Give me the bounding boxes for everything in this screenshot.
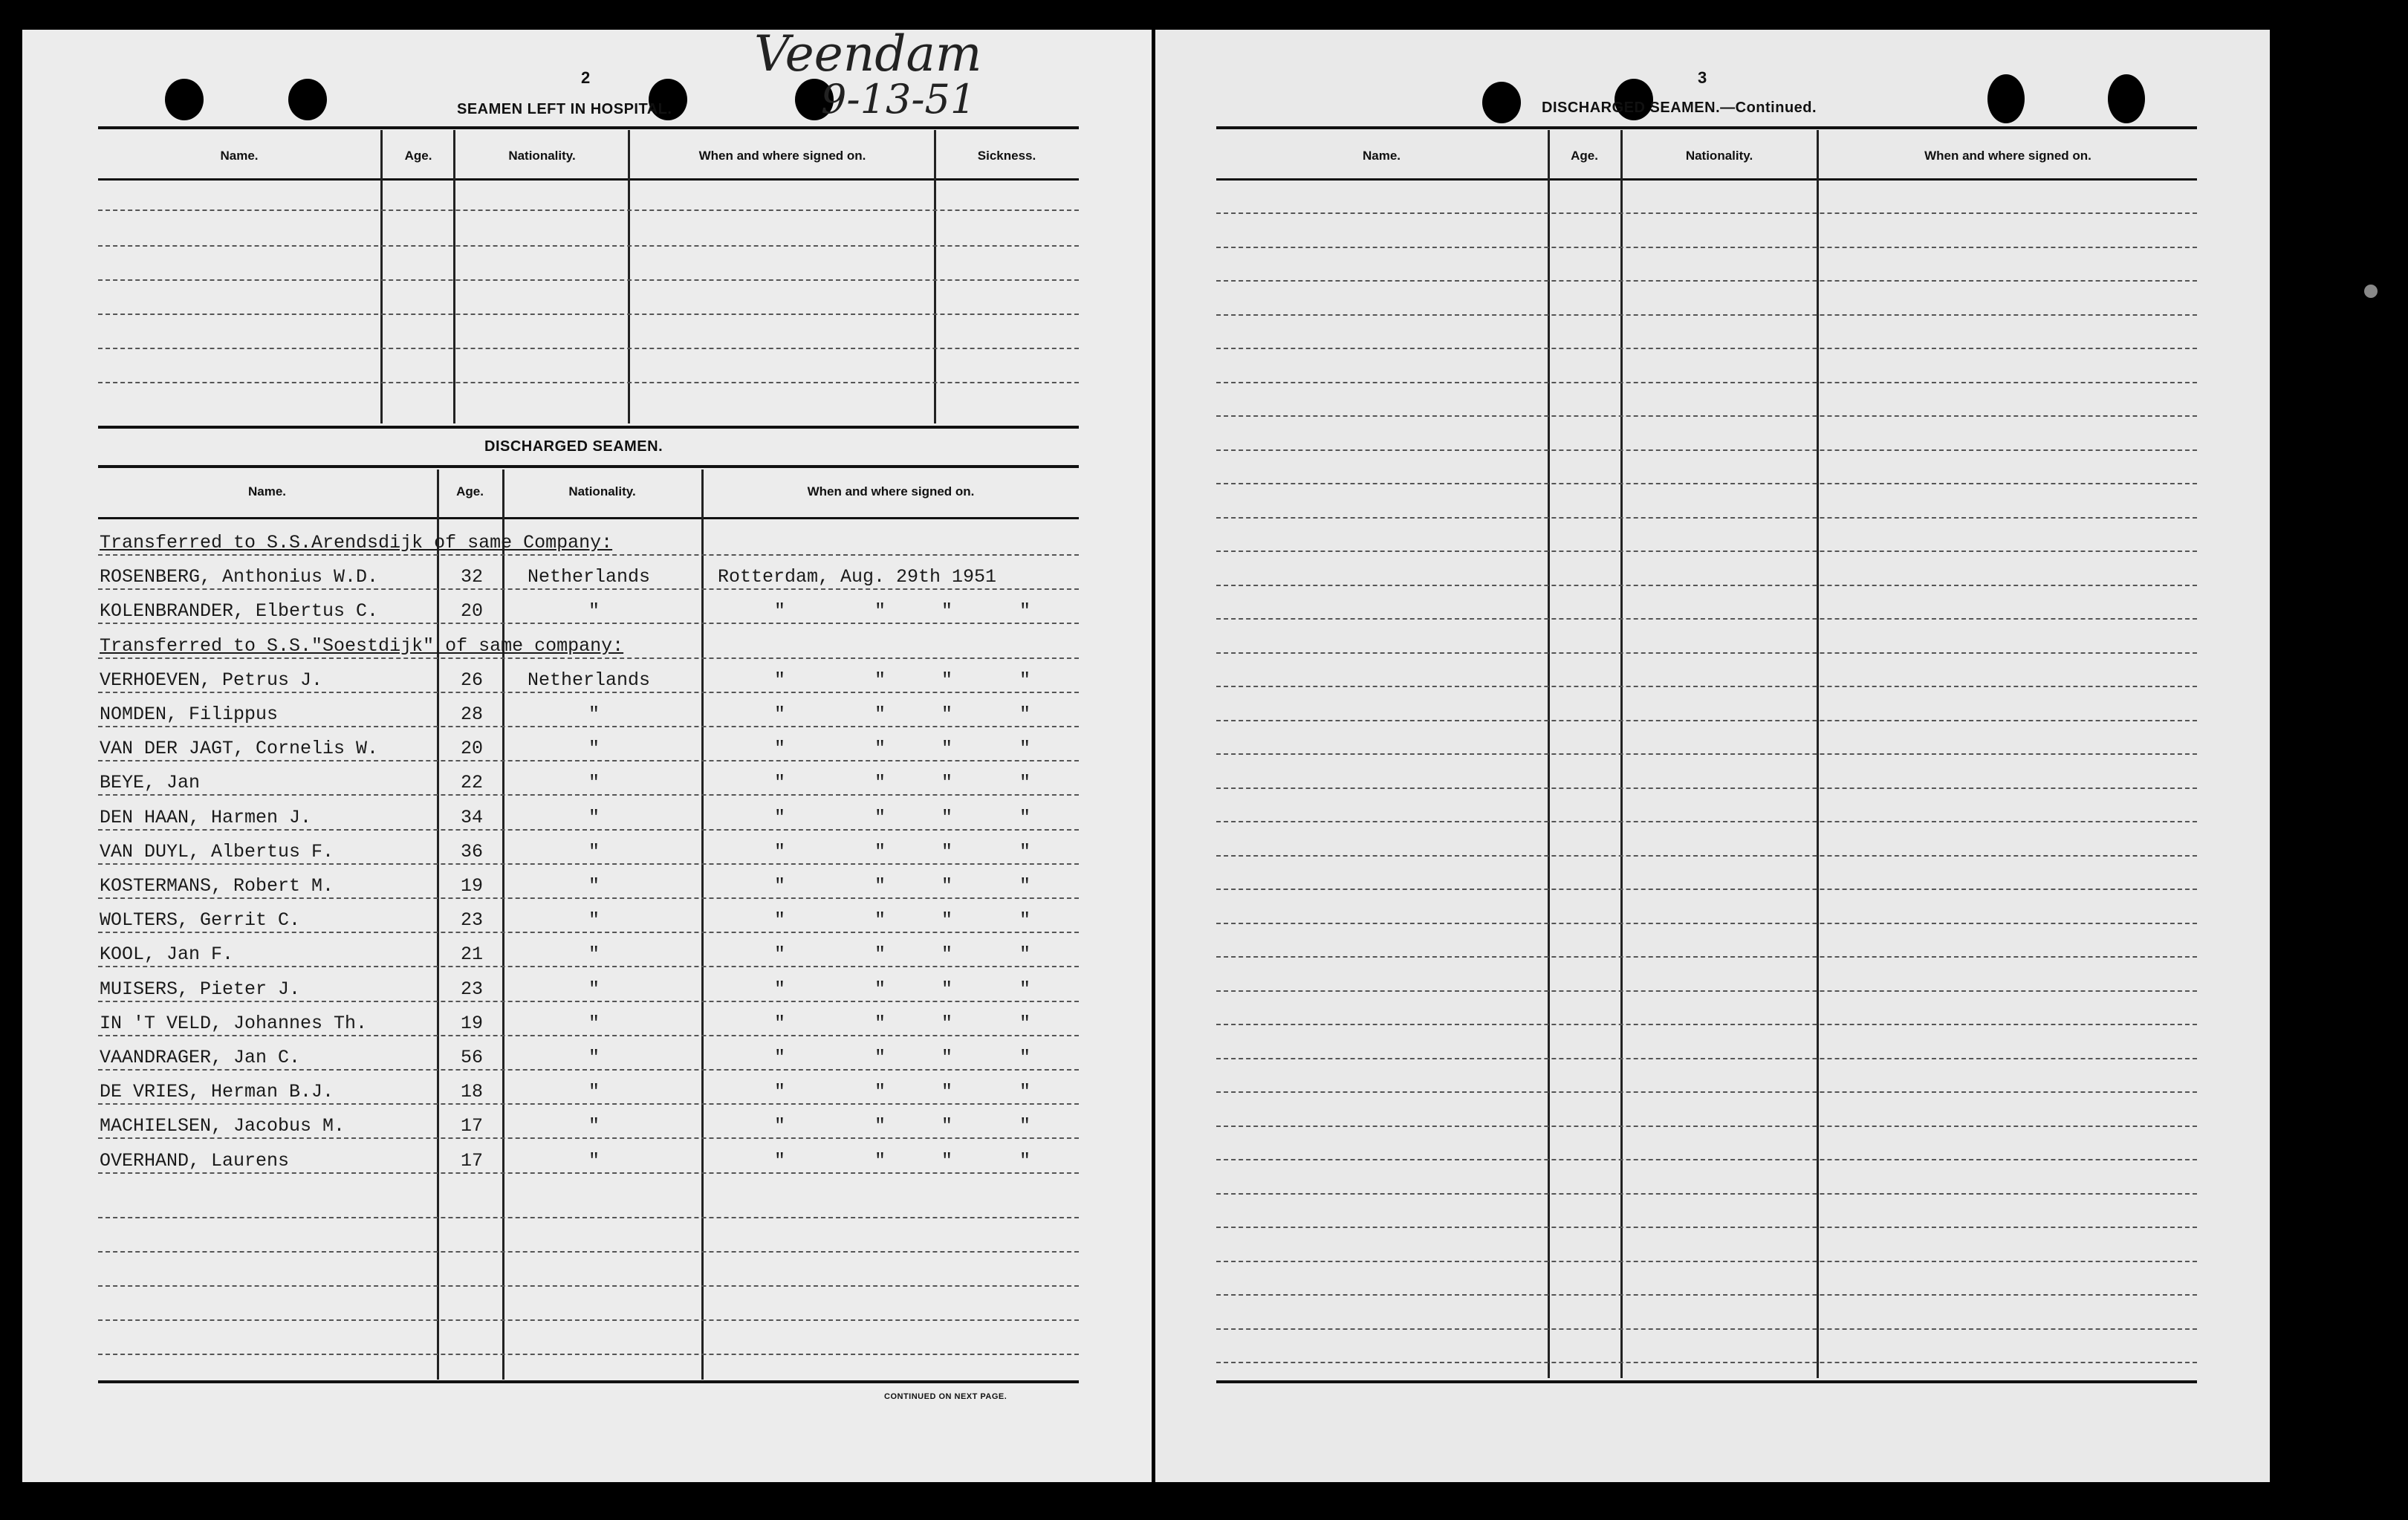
seaman-name: NOMDEN, Filippus: [100, 704, 279, 725]
seaman-nationality: ": [588, 943, 600, 965]
seaman-name: KOSTERMANS, Robert M.: [100, 875, 334, 897]
dotted-row-line: [1216, 923, 2197, 924]
seaman-signed-on: " " " ": [774, 772, 1031, 793]
column-divider: [934, 130, 936, 423]
seaman-nationality: ": [588, 1150, 600, 1172]
seaman-nationality: ": [588, 909, 600, 931]
dotted-row-line: [1216, 787, 2197, 789]
dotted-row-line: [98, 1319, 1079, 1321]
dotted-row-line: [98, 1251, 1079, 1253]
col-header-signed-on: When and where signed on.: [1924, 149, 2091, 163]
dotted-row-line: [1216, 1294, 2197, 1296]
seaman-signed-on: " " " ": [774, 669, 1031, 691]
dotted-row-line: [1216, 280, 2197, 282]
dotted-row-line: [1216, 1193, 2197, 1195]
dotted-row-line: [1216, 415, 2197, 417]
dotted-row-line: [1216, 212, 2197, 214]
col-header-name: Name.: [247, 484, 287, 498]
seaman-age: 18: [461, 1081, 484, 1102]
dotted-row-line: [98, 623, 1079, 624]
seaman-nationality: ": [588, 1047, 600, 1068]
header-rule: [98, 517, 1079, 519]
column-divider: [701, 470, 704, 1380]
column-divider: [502, 470, 504, 1380]
col-header-name: Name.: [220, 149, 259, 163]
col-header-signed-on: When and where signed on.: [807, 484, 975, 498]
section-rule: [98, 426, 1079, 429]
discharged-title: DISCHARGED SEAMEN.: [484, 438, 663, 455]
seaman-signed-on: " " " ": [774, 943, 1031, 965]
dotted-row-line: [98, 1172, 1079, 1174]
seaman-age: 17: [461, 1150, 484, 1172]
seaman-signed-on: " " " ": [774, 841, 1031, 863]
hospital-title: SEAMEN LEFT IN HOSPITAL.: [457, 101, 672, 117]
seaman-nationality: ": [588, 772, 600, 793]
seaman-signed-on: " " " ": [774, 704, 1031, 725]
dotted-row-line: [98, 1103, 1079, 1105]
dotted-row-line: [98, 897, 1079, 899]
col-header-age: Age.: [1571, 149, 1598, 163]
dotted-row-line: [1216, 449, 2197, 451]
column-divider: [380, 130, 383, 423]
handwritten-date: 9-13-51: [821, 76, 976, 123]
dotted-row-line: [98, 1137, 1079, 1139]
dotted-row-line: [1216, 1261, 2197, 1262]
seaman-nationality: ": [588, 1013, 600, 1034]
punch-hole: [2108, 74, 2145, 123]
dotted-row-line: [1216, 1126, 2197, 1127]
seaman-name: VERHOEVEN, Petrus J.: [100, 669, 323, 691]
seaman-name: MACHIELSEN, Jacobus M.: [100, 1115, 345, 1137]
dotted-row-line: [98, 863, 1079, 865]
seaman-age: 28: [461, 704, 484, 725]
col-header-age: Age.: [456, 484, 484, 498]
seaman-name: IN 'T VELD, Johannes Th.: [100, 1013, 368, 1034]
dotted-row-line: [1216, 652, 2197, 654]
col-header-name: Name.: [1362, 149, 1401, 163]
seaman-signed-on: " " " ": [774, 1150, 1031, 1172]
dotted-row-line: [1216, 1091, 2197, 1093]
seaman-age: 17: [461, 1115, 484, 1137]
dotted-row-line: [98, 726, 1079, 727]
col-header-sickness: Sickness.: [977, 149, 1036, 163]
column-divider: [437, 470, 439, 1380]
seaman-nationality: ": [588, 807, 600, 828]
seaman-age: 19: [461, 875, 484, 897]
dotted-row-line: [98, 210, 1079, 211]
col-header-nationality: Nationality.: [508, 149, 576, 163]
dotted-row-line: [1216, 1024, 2197, 1025]
dotted-row-line: [1216, 821, 2197, 822]
seaman-signed-on: " " " ": [774, 978, 1031, 1000]
dotted-row-line: [1216, 855, 2197, 857]
seaman-name: ROSENBERG, Anthonius W.D.: [100, 566, 379, 588]
seaman-age: 56: [461, 1047, 484, 1068]
dotted-row-line: [98, 692, 1079, 693]
seaman-age: 34: [461, 807, 484, 828]
seaman-name: WOLTERS, Gerrit C.: [100, 909, 301, 931]
col-header-signed-on: When and where signed on.: [698, 149, 866, 163]
dotted-row-line: [98, 1285, 1079, 1287]
dotted-row-line: [98, 1001, 1079, 1002]
seaman-age: 23: [461, 909, 484, 931]
dotted-row-line: [1216, 956, 2197, 958]
dotted-row-line: [98, 829, 1079, 831]
seaman-age: 32: [461, 566, 484, 588]
seaman-signed-on: " " " ": [774, 738, 1031, 759]
seaman-signed-on: " " " ": [774, 600, 1031, 622]
dotted-row-line: [1216, 550, 2197, 552]
dotted-row-line: [1216, 1328, 2197, 1330]
page-number: 2: [581, 68, 591, 87]
dotted-row-line: [1216, 720, 2197, 721]
dotted-row-line: [98, 588, 1079, 590]
dotted-row-line: [1216, 1362, 2197, 1363]
seaman-signed-on: " " " ": [774, 1081, 1031, 1102]
table-top-rule: [1216, 126, 2197, 129]
dotted-row-line: [1216, 585, 2197, 586]
transfer-note: Transferred to S.S.Arendsdijk of same Company:: [100, 532, 613, 553]
seaman-age: 19: [461, 1013, 484, 1034]
seaman-signed-on: Rotterdam, Aug. 29th 1951: [718, 566, 997, 588]
dotted-row-line: [98, 382, 1079, 383]
punch-hole: [1482, 82, 1521, 123]
seaman-age: 36: [461, 841, 484, 863]
dotted-row-line: [98, 348, 1079, 349]
continued-title: DISCHARGED SEAMEN.—Continued.: [1542, 100, 1817, 116]
seaman-nationality: ": [588, 1115, 600, 1137]
seaman-nationality: Netherlands: [528, 669, 651, 691]
transfer-note: Transferred to S.S."Soestdijk" of same company:: [100, 635, 624, 657]
seaman-name: DE VRIES, Herman B.J.: [100, 1081, 334, 1102]
seaman-age: 26: [461, 669, 484, 691]
seaman-age: 21: [461, 943, 484, 965]
dotted-row-line: [98, 657, 1079, 659]
dotted-row-line: [98, 1217, 1079, 1218]
seaman-signed-on: " " " ": [774, 1013, 1031, 1034]
dotted-row-line: [1216, 1058, 2197, 1059]
seaman-age: 22: [461, 772, 484, 793]
continued-note: CONTINUED ON NEXT PAGE.: [884, 1392, 1007, 1401]
seaman-nationality: ": [588, 738, 600, 759]
dotted-row-line: [1216, 1227, 2197, 1228]
seaman-signed-on: " " " ": [774, 875, 1031, 897]
seaman-name: VAN DUYL, Albertus F.: [100, 841, 334, 863]
seaman-signed-on: " " " ": [774, 1047, 1031, 1068]
dotted-row-line: [1216, 348, 2197, 349]
punch-hole: [288, 79, 327, 120]
dotted-row-line: [98, 554, 1079, 556]
seaman-signed-on: " " " ": [774, 1115, 1031, 1137]
dotted-row-line: [98, 1069, 1079, 1071]
seaman-name: VAANDRAGER, Jan C.: [100, 1047, 301, 1068]
table-bottom-rule: [1216, 1380, 2197, 1383]
column-divider: [628, 130, 630, 423]
seaman-name: OVERHAND, Laurens: [100, 1150, 290, 1172]
seaman-nationality: ": [588, 1081, 600, 1102]
dotted-row-line: [98, 1035, 1079, 1036]
dotted-row-line: [98, 794, 1079, 796]
dotted-row-line: [1216, 686, 2197, 687]
seaman-age: 20: [461, 738, 484, 759]
seaman-name: BEYE, Jan: [100, 772, 201, 793]
col-header-age: Age.: [404, 149, 432, 163]
dotted-row-line: [98, 1354, 1079, 1355]
dotted-row-line: [1216, 753, 2197, 755]
table-bottom-rule: [98, 1380, 1079, 1383]
seaman-nationality: ": [588, 704, 600, 725]
seaman-name: KOOL, Jan F.: [100, 943, 234, 965]
seaman-age: 23: [461, 978, 484, 1000]
dotted-row-line: [98, 966, 1079, 967]
header-rule: [98, 178, 1079, 181]
scan-speck: [2364, 285, 2378, 298]
dotted-row-line: [1216, 618, 2197, 620]
table-top-rule: [98, 465, 1079, 468]
dotted-row-line: [1216, 990, 2197, 992]
dotted-row-line: [98, 279, 1079, 281]
dotted-row-line: [1216, 889, 2197, 890]
seaman-name: KOLENBRANDER, Elbertus C.: [100, 600, 379, 622]
seaman-signed-on: " " " ": [774, 807, 1031, 828]
seaman-nationality: Netherlands: [528, 566, 651, 588]
seaman-nationality: ": [588, 978, 600, 1000]
dotted-row-line: [98, 314, 1079, 315]
dotted-row-line: [98, 760, 1079, 761]
dotted-row-line: [98, 245, 1079, 247]
header-rule: [1216, 178, 2197, 181]
seaman-name: MUISERS, Pieter J.: [100, 978, 301, 1000]
punch-hole: [165, 79, 204, 120]
punch-hole: [1987, 74, 2025, 123]
column-divider: [453, 130, 455, 423]
dotted-row-line: [1216, 1159, 2197, 1160]
page-number: 3: [1698, 68, 1707, 87]
seaman-nationality: ": [588, 600, 600, 622]
dotted-row-line: [1216, 314, 2197, 316]
seaman-age: 20: [461, 600, 484, 622]
seaman-name: VAN DER JAGT, Cornelis W.: [100, 738, 379, 759]
dotted-row-line: [1216, 517, 2197, 519]
seaman-nationality: ": [588, 841, 600, 863]
seaman-signed-on: " " " ": [774, 909, 1031, 931]
seaman-name: DEN HAAN, Harmen J.: [100, 807, 312, 828]
right-page: [1155, 30, 2270, 1482]
seaman-nationality: ": [588, 875, 600, 897]
dotted-row-line: [1216, 483, 2197, 484]
col-header-nationality: Nationality.: [1685, 149, 1753, 163]
dotted-row-line: [1216, 247, 2197, 248]
dotted-row-line: [1216, 382, 2197, 383]
handwritten-ship-name: Veendam: [754, 25, 982, 82]
left-page: [22, 25, 1152, 1482]
col-header-nationality: Nationality.: [568, 484, 636, 498]
dotted-row-line: [98, 932, 1079, 933]
table-top-rule: [98, 126, 1079, 129]
